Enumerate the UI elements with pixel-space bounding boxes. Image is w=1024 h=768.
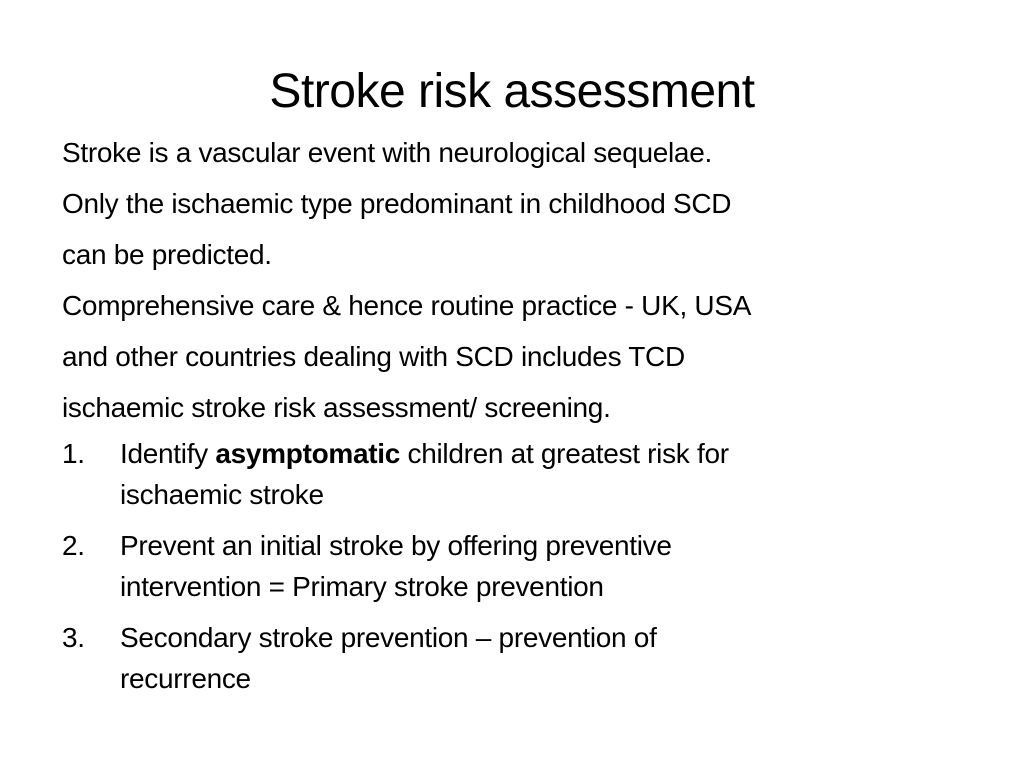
list-item [62,433,962,515]
slide-body [62,127,962,699]
list-item-line: ischaemic stroke [120,479,324,510]
list-item [62,525,962,607]
list-item-line: intervention = Primary stroke prevention [120,571,604,602]
numbered-list [62,433,962,699]
slide-title: Stroke risk assessment [269,65,755,118]
list-number: 3. [62,622,85,653]
list-number: 1. [62,438,85,469]
list-text-segment: Identify [120,438,216,469]
list-item-line [120,433,962,474]
body-line: ischaemic stroke risk assessment/ screening. [62,392,611,423]
list-text-segment: children at greatest risk for [400,438,729,469]
list-item-line: Prevent an initial stroke by offering preventive [120,530,672,561]
list-number: 2. [62,530,85,561]
list-item-line: recurrence [120,663,251,694]
list-item [62,617,962,699]
body-line: can be predicted. [62,239,272,270]
body-line: and other countries dealing with SCD includes TCD [62,341,685,372]
body-line: Comprehensive care & hence routine practice - UK, USA [62,290,752,321]
emphasis-text: asymptomatic [215,438,401,469]
list-item-line: Secondary stroke prevention – prevention of [120,622,657,653]
body-line: Only the ischaemic type predominant in childhood SCD [62,188,732,219]
body-line: Stroke is a vascular event with neurological sequelae. [62,137,712,168]
